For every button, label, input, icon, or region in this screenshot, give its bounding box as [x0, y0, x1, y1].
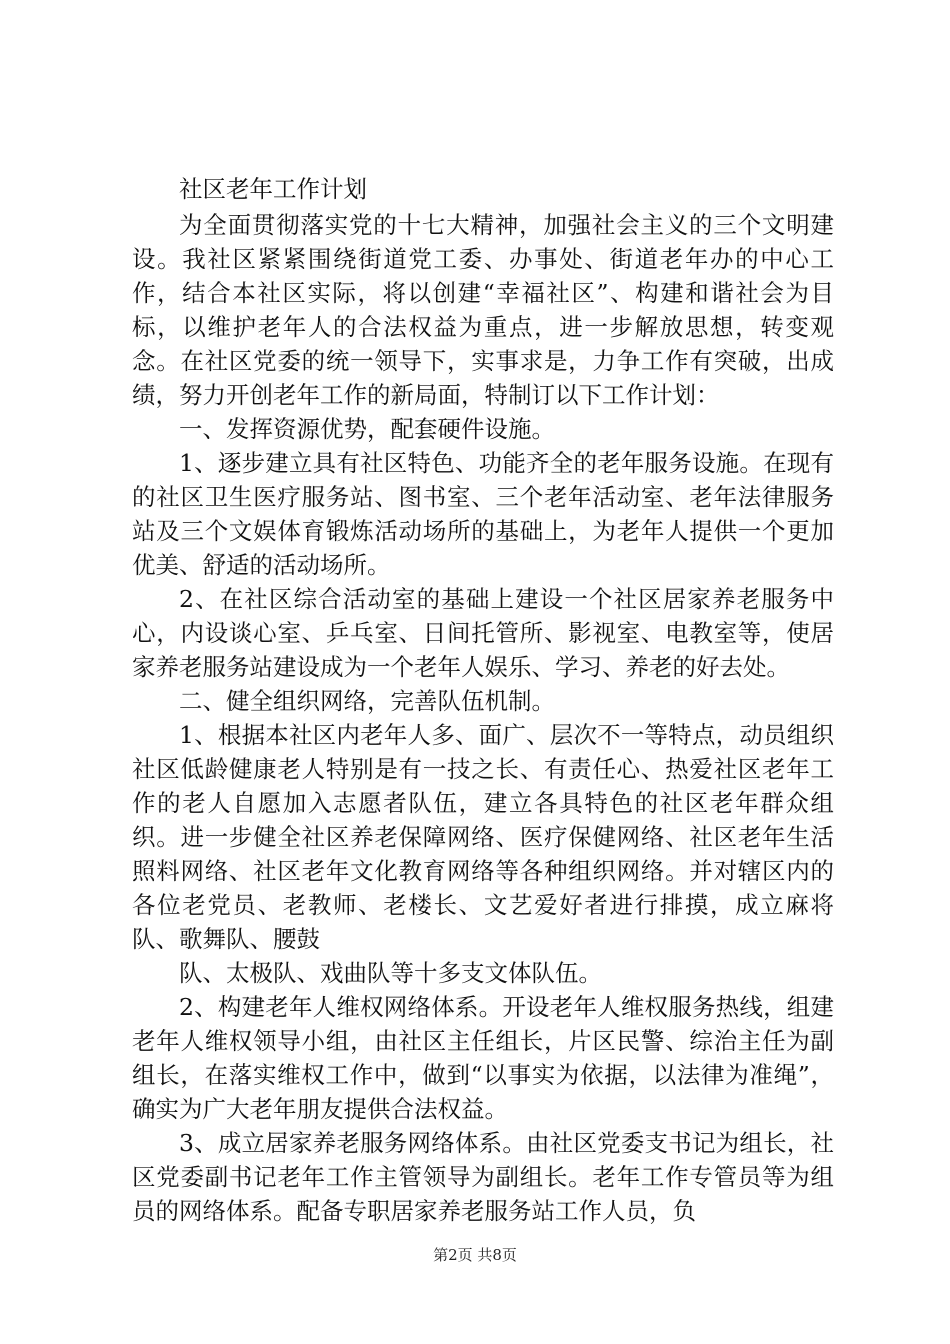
paragraph-1-2: 2、在社区综合活动室的基础上建设一个社区居家养老服务中心，内设谈心室、乒乓室、日间托管所、影视室、电教室等，使居家养老服务站建设成为一个老年人娱乐、学习、养老的好去处。	[132, 585, 834, 681]
paragraph-2-2: 2、构建老年人维权网络体系。开设老年人维权服务热线，组建老年人维权领导小组，由社区主任组长，片区民警、综治主任为副组长，在落实维权工作中，做到“以事实为依据，以法律为准绳”，确实为广大老年朋友提供合法权益。	[132, 993, 834, 1123]
paragraph-2-1: 1、根据本社区内老年人多、面广、层次不一等特点，动员组织社区低龄健康老人特别是有一技之长、有责任心、热爱社区老年工作的老人自愿加入志愿者队伍，建立各具特色的社区老年群众组织。进一步健全社区养老保障网络、医疗保健网络、社区老年生活照料网络、社区老年文化教育网络等各种组织网络。并对辖区内的各位老党员、老教师、老楼长、文艺爱好者进行排摸，成立麻将队、歌舞队、腰鼓	[132, 721, 834, 953]
document-body	[132, 172, 834, 1228]
section-heading-1: 一、发挥资源优势，配套硬件设施。	[179, 415, 555, 443]
paragraph-intro: 为全面贯彻落实党的十七大精神，加强社会主义的三个文明建设。我社区紧紧围绕街道党工委、办事处、街道老年办的中心工作，结合本社区实际，将以创建“幸福社区”、构建和谐社会为目标，以维护老年人的合法权益为重点，进一步解放思想，转变观念。在社区党委的统一领导下，实事求是，力争工作有突破，出成绩，努力开创老年工作的新局面，特制订以下工作计划：	[132, 211, 834, 409]
paragraph-2-1-cont: 队、太极队、戏曲队等十多支文体队伍。	[179, 959, 602, 987]
paragraph-1-1: 1、逐步建立具有社区特色、功能齐全的老年服务设施。在现有的社区卫生医疗服务站、图书室、三个老年活动室、老年法律服务站及三个文娱体育锻炼活动场所的基础上，为老年人提供一个更加优美、舒适的活动场所。	[132, 449, 834, 579]
section-heading-2: 二、健全组织网络，完善队伍机制。	[179, 687, 555, 715]
page-number-footer: 第2页 共8页	[433, 1246, 517, 1264]
paragraph-2-3: 3、成立居家养老服务网络体系。由社区党委支书记为组长，社区党委副书记老年工作主管领导为副组长。老年工作专管员等为组员的网络体系。配备专职居家养老服务站工作人员，负	[132, 1129, 834, 1225]
document-title: 社区老年工作计划	[179, 175, 367, 203]
